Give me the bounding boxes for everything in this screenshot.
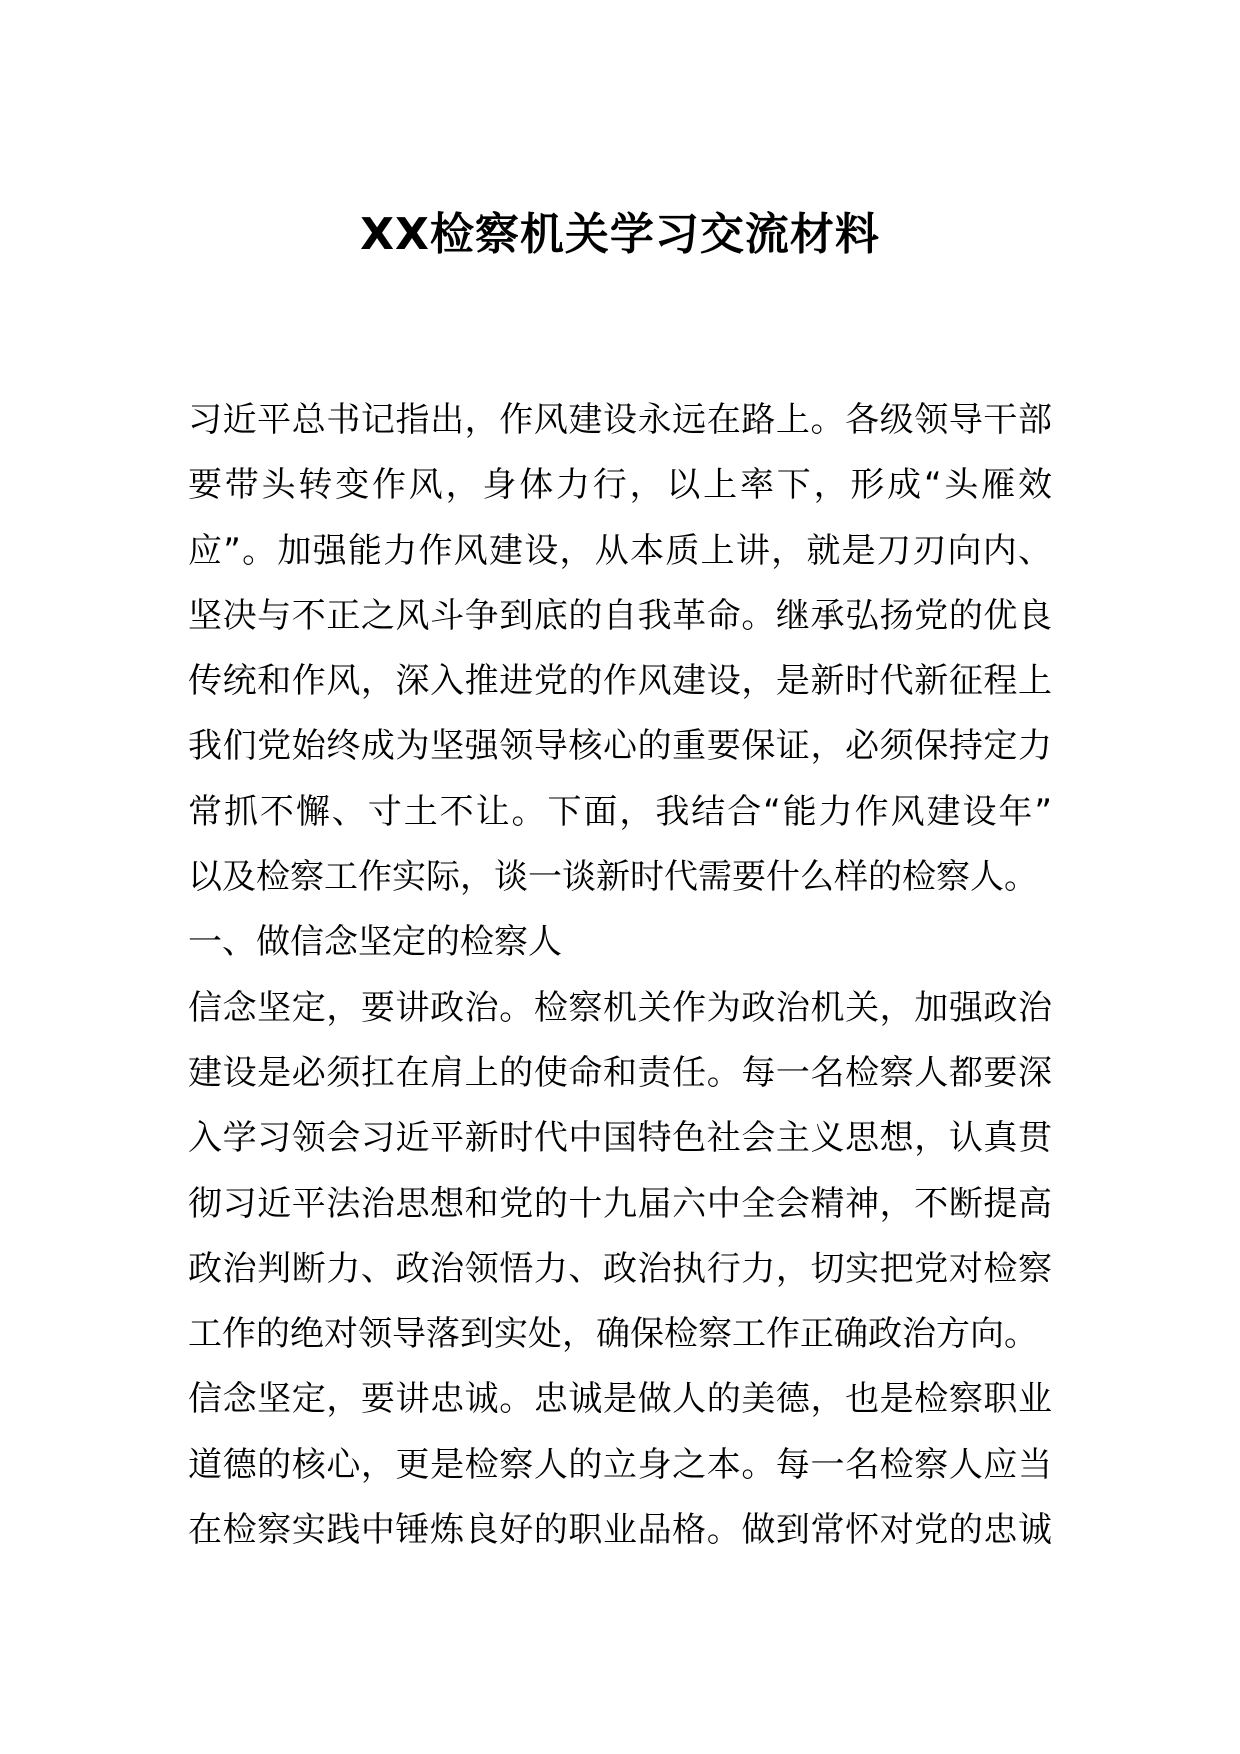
body-line: 一、做信念坚定的检察人 xyxy=(188,922,562,963)
body-line: 信念坚定，要讲忠诚。忠诚是做人的美德，也是检察职业 xyxy=(188,1379,1052,1420)
body-line: 建设是必须扛在肩上的使命和责任。每一名检察人都要深 xyxy=(188,1052,1052,1093)
body-line: 传统和作风，深入推进党的作风建设，是新时代新征程上 xyxy=(188,661,1052,702)
body-line: 入学习领会习近平新时代中国特色社会主义思想，认真贯 xyxy=(188,1118,1052,1159)
body-line: 坚决与不正之风斗争到底的自我革命。继承弘扬党的优良 xyxy=(188,595,1052,636)
document-title: XX检察机关学习交流材料 xyxy=(360,209,880,260)
document-body xyxy=(188,388,1052,1563)
body-line: 应”。加强能力作风建设，从本质上讲，就是刀刃向内、 xyxy=(188,530,1052,571)
body-line: 在检察实践中锤炼良好的职业品格。做到常怀对党的忠诚 xyxy=(188,1510,1052,1551)
body-line: 彻习近平法治思想和党的十九届六中全会精神，不断提高 xyxy=(188,1183,1052,1224)
body-line: 工作的绝对领导落到实处，确保检察工作正确政治方向。 xyxy=(188,1314,1038,1355)
body-line: 以及检察工作实际，谈一谈新时代需要什么样的检察人。 xyxy=(188,857,1038,898)
body-line: 信念坚定，要讲政治。检察机关作为政治机关，加强政治 xyxy=(188,987,1052,1028)
body-line: 道德的核心，更是检察人的立身之本。每一名检察人应当 xyxy=(188,1444,1052,1485)
body-line: 常抓不懈、寸土不让。下面，我结合“能力作风建设年” xyxy=(188,791,1052,832)
body-line: 我们党始终成为坚强领导核心的重要保证，必须保持定力 xyxy=(188,726,1052,767)
body-line: 要带头转变作风，身体力行，以上率下，形成“头雁效 xyxy=(188,465,1052,506)
body-line: 习近平总书记指出，作风建设永远在路上。各级领导干部 xyxy=(188,400,1052,440)
body-line: 政治判断力、政治领悟力、政治执行力，切实把党对检察 xyxy=(188,1248,1052,1289)
